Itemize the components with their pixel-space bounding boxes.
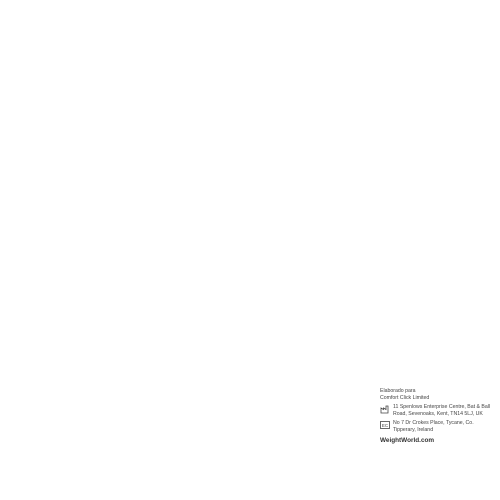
brand-url: WeightWorld.com [380, 436, 435, 444]
made-for-label: Elaborado para [380, 388, 416, 394]
svg-text:EC: EC [381, 423, 389, 429]
address-uk-text: 11 Spenlows Enterprise Centre, Bat & Ball Road, Sevenoaks, Kent, TN14 5LJ, UK [393, 404, 491, 417]
ec-rep-icon [380, 420, 390, 430]
company-name: Comfort Click Limited [380, 394, 430, 401]
address-uk [380, 404, 495, 417]
address-ireland [380, 420, 495, 433]
factory-icon [380, 404, 390, 414]
manufacturer-info [380, 388, 495, 444]
address-ireland-text: No 7 Dr Crokes Place, Tycane, Co. Tipperary, Ireland [393, 420, 474, 433]
